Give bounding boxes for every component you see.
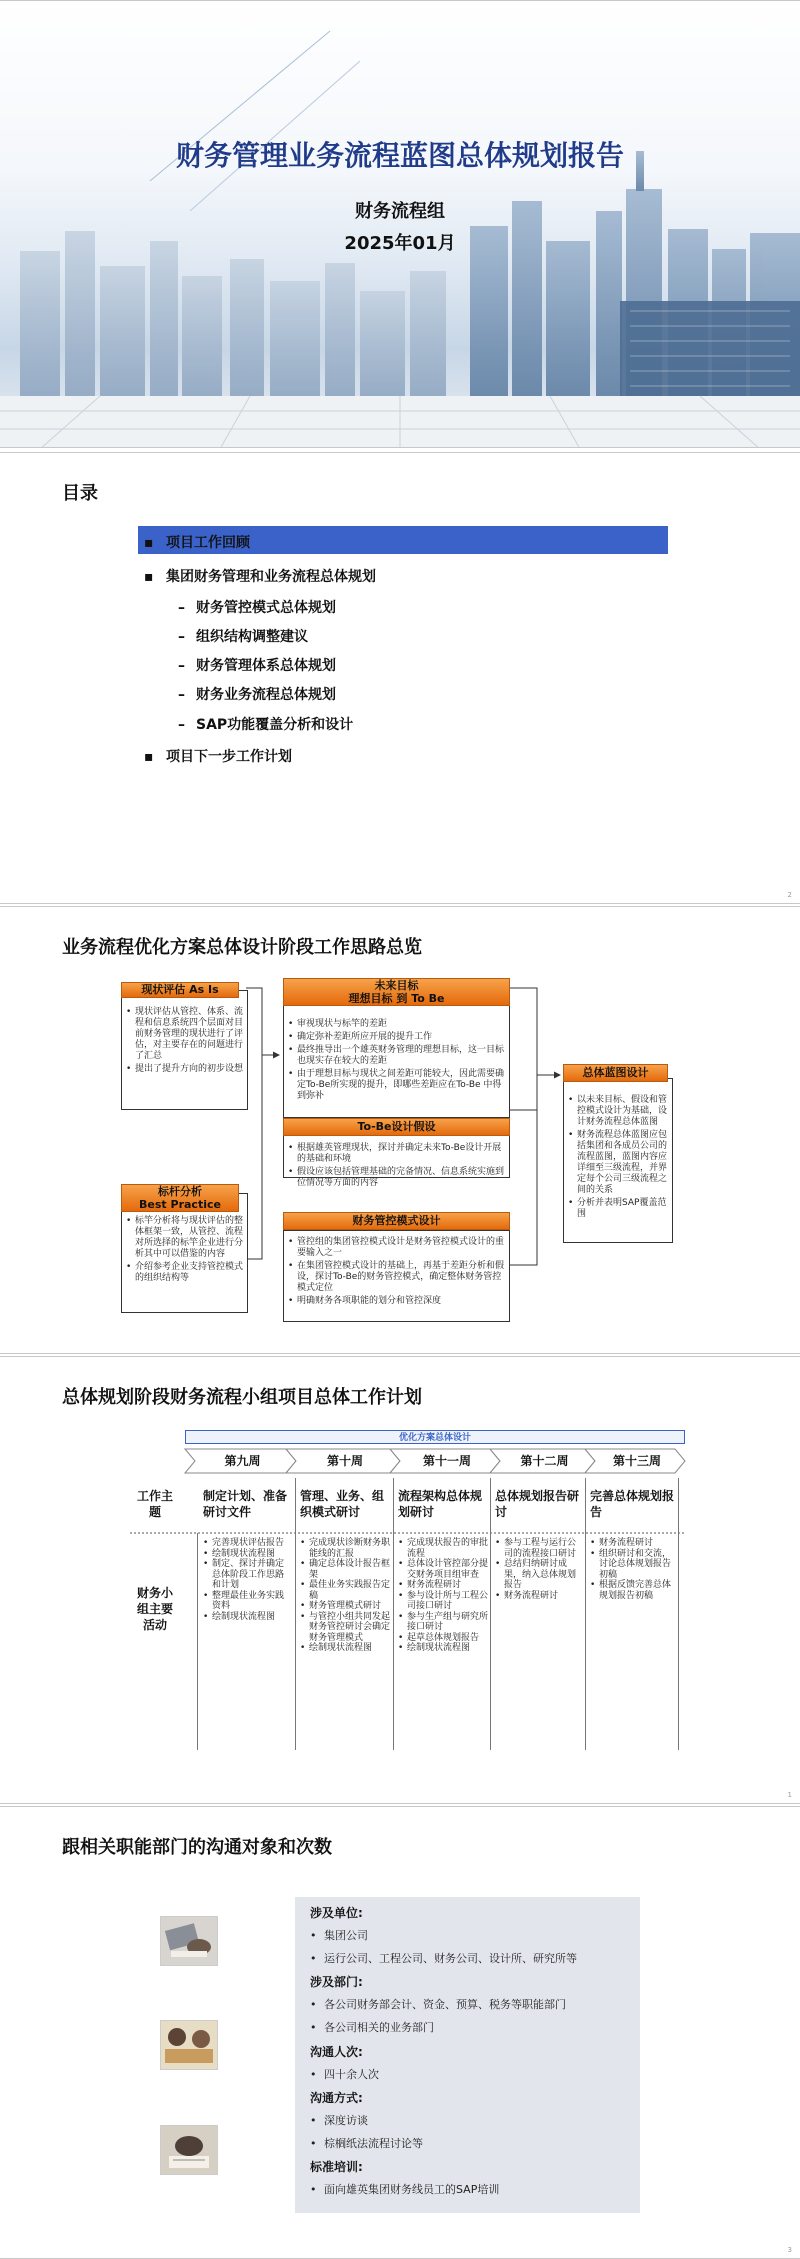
section-item: • 集团公司 [310, 1929, 368, 1942]
toc-item: ▪ 集团财务管理和业务流程总体规划 [144, 569, 376, 585]
future-point: • 确定弥补差距所应开展的提升工作 [288, 1032, 505, 1043]
future-point: • 最终推导出一个雄英财务管理的理想目标，这一目标也现实存在较大的差距 [288, 1045, 505, 1067]
page-number: 1 [787, 1791, 792, 1799]
blueprint-point: • 以未来目标、假设和管控模式设计为基础，设计财务流程总体蓝图 [568, 1095, 668, 1128]
activity-cell: • 完成现状诊断财务职能线的汇报 • 确定总体设计报告框架 • 最佳业务实践报告定稿 • 财务管理模式研讨 • 与管控小组共同发起财务管控研讨会确定财务管理模式 • 绘制现状流程图 [300, 1538, 390, 1654]
week-label: 第十二周 [520, 1454, 569, 1468]
communication-title: 跟相关职能部门的沟通对象和次数 [62, 1837, 332, 1858]
workshop-photo [160, 2125, 218, 2175]
control-point: • 管控组的集团管控模式设计是财务管控模式设计的重要输入之一 [288, 1237, 505, 1259]
work-plan-title: 总体规划阶段财务流程小组项目总体工作计划 [62, 1387, 422, 1408]
toc-subitem: – 财务业务流程总体规划 [178, 687, 336, 703]
section-item: • 各公司财务部会计、资金、预算、税务等职能部门 [310, 1998, 566, 2011]
activity-cell: • 财务流程研讨 • 组织研讨和交流，讨论总体规划报告初稿 • 根据反馈完善总体规划报告初稿 [590, 1538, 676, 1601]
section-item: • 运行公司、工程公司、财务公司、设计所、研究所等 [310, 1952, 577, 1965]
section-item: • 各公司相关的业务部门 [310, 2021, 434, 2034]
theme-cell: 总体规划报告研讨 [495, 1489, 580, 1519]
control-design-header: 财务管控模式设计 [283, 1212, 510, 1230]
control-point: • 明确财务各项职能的划分和管控深度 [288, 1296, 505, 1307]
future-point: • 由于理想目标与现状之间差距可能较大，因此需要确定To-Be所实现的提升，即哪些差距应在To-Be 中得到弥补 [288, 1069, 505, 1102]
tobe-header: To-Be设计假设 [283, 1118, 510, 1136]
benchmark-point: • 介绍参考企业支持管控模式的组织结构等 [126, 1262, 243, 1284]
blueprint-point: • 财务流程总体蓝图应包括集团和各成员公司的流程蓝图，蓝图内容应详细至三级流程，并界定每个公司三级流程之间的关系 [568, 1130, 668, 1196]
report-date: 2025年01月 [344, 233, 456, 254]
theme-cell: 流程架构总体规划研讨 [398, 1489, 483, 1519]
activity-cell: • 完成现状报告的审批流程 • 总体设计管控部分提交财务项目组审查 • 财务流程研讨 • 参与设计所与工程公司接口研讨 • 参与生产组与研究所接口研讨 • 起草总体规划报告 • 绘制现状流程图 [398, 1538, 488, 1654]
week-label: 第十三周 [612, 1454, 661, 1468]
future-point: • 审视现状与标竿的差距 [288, 1019, 505, 1030]
section-heading: 涉及单位: [310, 1906, 363, 1920]
page-number: 2 [787, 891, 792, 899]
meeting-photo [160, 1916, 218, 1966]
section-item: • 面向雄英集团财务线员工的SAP培训 [310, 2183, 500, 2196]
section-item: • 深度访谈 [310, 2114, 368, 2127]
report-title: 财务管理业务流程蓝图总体规划报告 [175, 139, 624, 172]
toc-subitem: – 财务管理体系总体规划 [178, 658, 336, 674]
group-name: 财务流程组 [355, 201, 445, 222]
benchmark-header: 标杆分析 Best Practice [121, 1184, 239, 1212]
week-label: 第十一周 [422, 1454, 471, 1468]
activity-cell: • 完善现状评估报告 • 绘制现状流程图 • 制定、探讨并确定总体阶段工作思路和计划 • 整理最佳业务实践资料 • 绘制现状流程图 [203, 1538, 291, 1622]
future-goal-header: 未来目标 理想目标 到 To Be [283, 978, 510, 1006]
week-label: 第十周 [326, 1454, 363, 1468]
toc-subitem: – 组织结构调整建议 [178, 629, 308, 645]
toc-item: ▪ 项目下一步工作计划 [144, 749, 292, 765]
activity-cell: • 参与工程与运行公司的流程接口研讨 • 总结归纳研讨成果，纳入总体规划报告 • 财务流程研讨 [495, 1538, 583, 1601]
section-item: • 棕榈纸法流程讨论等 [310, 2137, 423, 2150]
row-label-theme: 工作主题 [136, 1489, 173, 1519]
overview-title: 业务流程优化方案总体设计阶段工作思路总览 [62, 937, 422, 958]
control-point: • 在集团管控模式设计的基础上，再基于差距分析和假设，探讨To-Be的财务管控模式，确定整体财务管控模式定位 [288, 1261, 505, 1294]
current-point: • 现状评估从管控、体系、流程和信息系统四个层面对目前财务管理的现状进行了评估，对主要存在的问题进行了汇总 [126, 1007, 243, 1062]
section-heading: 沟通方式: [310, 2091, 363, 2105]
section-heading: 涉及部门: [310, 1975, 363, 1989]
page-number: 3 [787, 2246, 792, 2254]
week-label: 第九周 [224, 1454, 261, 1468]
discussion-photo [160, 2020, 218, 2070]
toc-title: 目录 [62, 483, 98, 504]
phase-bar: 优化方案总体设计 [185, 1430, 685, 1444]
current-state-header: 现状评估 As Is [121, 982, 239, 998]
blueprint-point: • 分析并表明SAP覆盖范围 [568, 1198, 668, 1220]
current-point: • 提出了提升方向的初步设想 [126, 1064, 243, 1075]
tobe-point: • 假设应该包括管理基础的完备情况、信息系统实施到位情况等方面的内容 [288, 1167, 505, 1189]
section-item: • 四十余人次 [310, 2068, 379, 2081]
benchmark-point: • 标竿分析将与现状评估的整体框架一致，从管控、流程对所选择的标竿企业进行分析其中可以借鉴的内容 [126, 1216, 243, 1260]
toc-item: ▪ 项目工作回顾 [144, 535, 250, 551]
row-label-activities: 财务小组主要活动 [136, 1586, 173, 1632]
theme-cell: 管理、业务、组织模式研讨 [300, 1489, 385, 1519]
tobe-point: • 根据雄英管理现状，探讨并确定未来To-Be设计开展的基础和环境 [288, 1143, 505, 1165]
blueprint-header: 总体蓝图设计 [563, 1064, 668, 1082]
toc-subitem: – SAP功能覆盖分析和设计 [178, 717, 354, 733]
toc-subitem: – 财务管控模式总体规划 [178, 600, 336, 616]
section-heading: 标准培训: [310, 2160, 363, 2174]
theme-cell: 制定计划、准备研讨文件 [203, 1489, 288, 1519]
section-heading: 沟通人次: [310, 2045, 363, 2059]
theme-cell: 完善总体规划报告 [590, 1489, 675, 1519]
